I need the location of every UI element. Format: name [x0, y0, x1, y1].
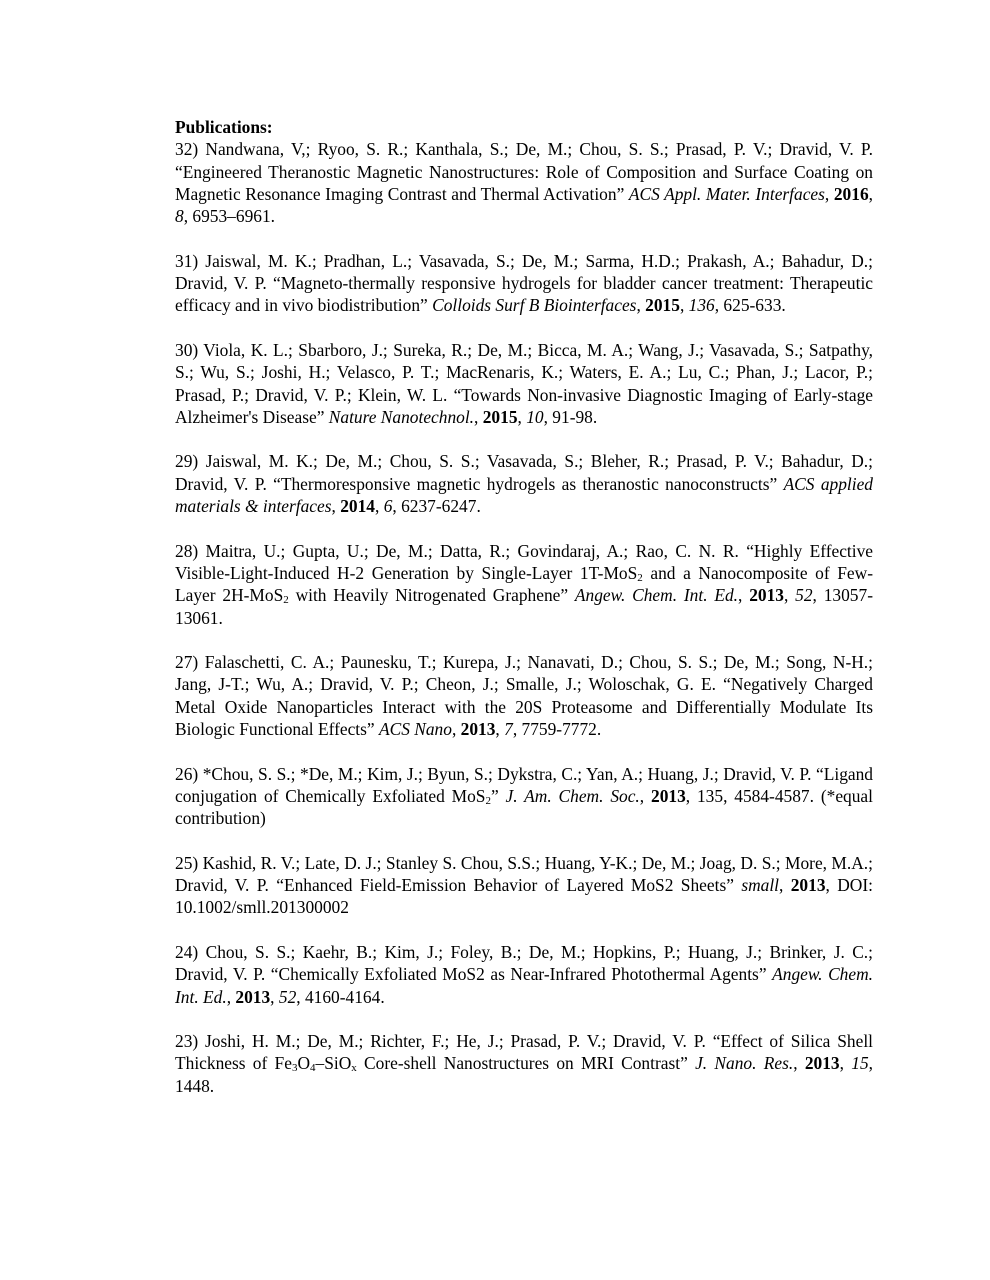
publication-year: 2013 [804, 1053, 840, 1074]
journal-or-volume: Angew. Chem. Int. Ed. [574, 585, 739, 606]
journal-or-volume: 136 [688, 295, 715, 316]
publication-entry-pub-24 [175, 941, 873, 1008]
citation-text: ” [490, 785, 506, 806]
publication-year: 2013 [790, 875, 826, 896]
subscript: 2 [283, 594, 289, 607]
subscript: 2 [485, 794, 491, 807]
citation-text: 26) *Chou, S. S.; *De, M.; Kim, J.; Byun, S.; Dykstra, C.; Yan, A.; Huang, J.; Dravid, V. P. “Ligand conjugation of Chemically Exfoliated MoS [175, 763, 873, 806]
citation-text: 27) Falaschetti, C. A.; Paunesku, T.; Kurepa, J.; Nanavati, D.; Chou, S. S.; De, M.; Song, N-H.; Jang, J-T.; Wu, A.; Dravid, V. P.; Cheon, J.; Smalle, J.; Woloschak, G. E. “Negatively Charged Metal Oxide Nanoparticles Interact with the 20S Proteasome and Differentially Modulate Its Biologic Functional Effects” [175, 652, 873, 740]
journal-or-volume: 52 [278, 986, 297, 1007]
journal-or-volume: 8 [175, 206, 184, 227]
citation-text: , 6953–6961. [183, 206, 276, 227]
publication-year: 2015 [645, 295, 680, 316]
citation-text: 28) Maitra, U.; Gupta, U.; De, M.; Datta, R.; Govindaraj, A.; Rao, C. N. R. “Highly Effective Visible-Light-Induced H-2 Generation by Single-Layer 1T-MoS [175, 540, 873, 583]
journal-or-volume: Colloids Surf B Biointerfaces [432, 295, 637, 316]
publication-entry-pub-32 [175, 138, 873, 227]
journal-or-volume: 6 [383, 496, 393, 517]
journal-or-volume: ACS Nano [378, 719, 452, 740]
citation-text: , 4160-4164. [296, 986, 385, 1007]
citation-text: , 6237-6247. [392, 496, 481, 517]
subscript: 2 [637, 571, 643, 584]
citation-text: , 7759-7772. [512, 719, 602, 740]
citation-text: , [639, 785, 651, 806]
citation-text: , [868, 183, 873, 204]
citation-text: 24) Chou, S. S.; Kaehr, B.; Kim, J.; Foley, B.; De, M.; Hopkins, P.; Huang, J.; Brinker, J. C.; Dravid, V. P. “Chemically Exfoliated MoS2 as Near-Infrared Photothermal Agents” [175, 941, 873, 985]
subscript: x [351, 1062, 357, 1075]
journal-or-volume: 7 [504, 719, 513, 740]
journal-or-volume: J. Am. Chem. Soc. [505, 785, 640, 806]
publication-year: 2015 [482, 406, 518, 427]
citation-text: , [793, 1053, 805, 1074]
journal-or-volume: ACS applied materials & interfaces [175, 473, 873, 517]
citation-text: , [738, 585, 750, 606]
citation-text: , [495, 719, 505, 740]
publication-entry-pub-23 [175, 1030, 873, 1097]
citation-text: , [824, 183, 834, 204]
citation-text: O [297, 1053, 311, 1074]
journal-or-volume: Nature Nanotechnol. [328, 406, 475, 427]
subscript: 4 [310, 1062, 316, 1075]
publication-entry-pub-25 [175, 852, 873, 919]
citation-text: , 1448. [175, 1053, 874, 1096]
publication-entry-pub-28 [175, 540, 873, 629]
citation-text: , [839, 1053, 852, 1074]
citation-text: , [331, 496, 341, 517]
citation-text: and a Nanocomposite of Few-Layer 2H-MoS [175, 562, 873, 606]
citation-text: 23) Joshi, H. M.; De, M.; Richter, F.; He, J.; Prasad, P. V.; Dravid, V. P. “Effect of Silica Shell Thickness of Fe [175, 1031, 873, 1074]
citation-text: , [636, 295, 646, 316]
publication-entry-pub-31 [175, 250, 873, 317]
citation-text: , [474, 406, 483, 427]
journal-or-volume: ACS Appl. Mater. Interfaces [628, 183, 825, 204]
citation-text: , [517, 406, 527, 427]
citation-text: , [226, 986, 236, 1007]
journal-or-volume: 15 [851, 1053, 869, 1074]
citation-text: , [679, 295, 689, 316]
publication-year: 2014 [340, 496, 375, 517]
citation-text: , [779, 875, 791, 896]
publication-entry-pub-29 [175, 450, 873, 517]
citation-text: with Heavily Nitrogenated Graphene” [288, 585, 575, 606]
publication-entry-pub-30 [175, 339, 873, 428]
publication-year: 2013 [235, 986, 271, 1007]
citation-text: –SiO [315, 1053, 352, 1074]
citation-text: 29) Jaiswal, M. K.; De, M.; Chou, S. S.; Vasavada, S.; Bleher, R.; Prasad, P. V.; Bahadur, D.; Dravid, V. P. “Thermoresponsive magnetic hydrogels as theranostic nanoconstructs” [175, 451, 873, 494]
journal-or-volume: small [741, 875, 779, 896]
journal-or-volume: 52 [795, 585, 813, 606]
citation-text: , 135, 4584-4587. (*equal contribution) [175, 785, 873, 829]
citation-text: , 625-633. [714, 295, 786, 316]
citation-text: , 91-98. [543, 406, 598, 427]
publication-list [175, 138, 873, 1097]
publication-year: 2013 [651, 785, 686, 806]
journal-or-volume: 10 [526, 406, 544, 427]
citation-text: Core-shell Nanostructures on MRI Contrast” [356, 1053, 696, 1074]
journal-or-volume: Angew. Chem. Int. Ed. [175, 964, 874, 1007]
document-page [175, 116, 873, 1119]
citation-text: 31) Jaiswal, M. K.; Pradhan, L.; Vasavada, S.; De, M.; Sarma, H.D.; Prakash, A.; Bahadur, D.; Dravid, V. P. “Magneto-thermally responsive hydrogels for bladder cancer treatment: Therapeutic efficacy and in vivo biodistribution” [175, 250, 873, 316]
publication-year: 2013 [749, 585, 784, 606]
citation-text: , [374, 496, 384, 517]
citation-text: , [270, 986, 279, 1007]
citation-text: , [783, 585, 796, 606]
citation-text: , [451, 719, 461, 740]
citation-text: 32) Nandwana, V,; Ryoo, S. R.; Kanthala, S.; De, M.; Chou, S. S.; Prasad, P. V.; Dravid, V. P. “Engineered Theranostic Magnetic Nanostructures: Role of Composition and Surface Coating on Magnetic Resonance Imaging Contrast and Thermal Activation” [175, 139, 873, 204]
publication-year: 2016 [833, 183, 869, 204]
publications-heading: Publications: [175, 117, 273, 137]
citation-text: 25) Kashid, R. V.; Late, D. J.; Stanley S. Chou, S.S.; Huang, Y-K.; De, M.; Joag, D. S.; More, M.A.; Dravid, V. P. “Enhanced Field-Emission Behavior of Layered MoS2 Sheets” [175, 852, 873, 896]
citation-text: , 13057-13061. [175, 585, 873, 628]
citation-text: , DOI: 10.1002/smll.201300002 [175, 875, 873, 918]
publication-entry-pub-27 [175, 651, 873, 740]
citation-text: 30) Viola, K. L.; Sbarboro, J.; Sureka, R.; De, M.; Bicca, M. A.; Wang, J.; Vasavada, S.; Satpathy, S.; Wu, S.; Joshi, H.; Velasco, P. T.; MacRenaris, K.; Waters, E. A.; Lu, C.; Phan, J.; Lacor, P.; Prasad, P.; Dravid, V. P.; Klein, W. L. “Towards Non-invasive Diagnostic Imaging of Early-stage Alzheimer's Disease” [175, 339, 873, 427]
publication-year: 2013 [460, 719, 496, 740]
subscript: 3 [291, 1062, 298, 1075]
journal-or-volume: J. Nano. Res. [695, 1053, 794, 1074]
publication-entry-pub-26 [175, 763, 873, 830]
